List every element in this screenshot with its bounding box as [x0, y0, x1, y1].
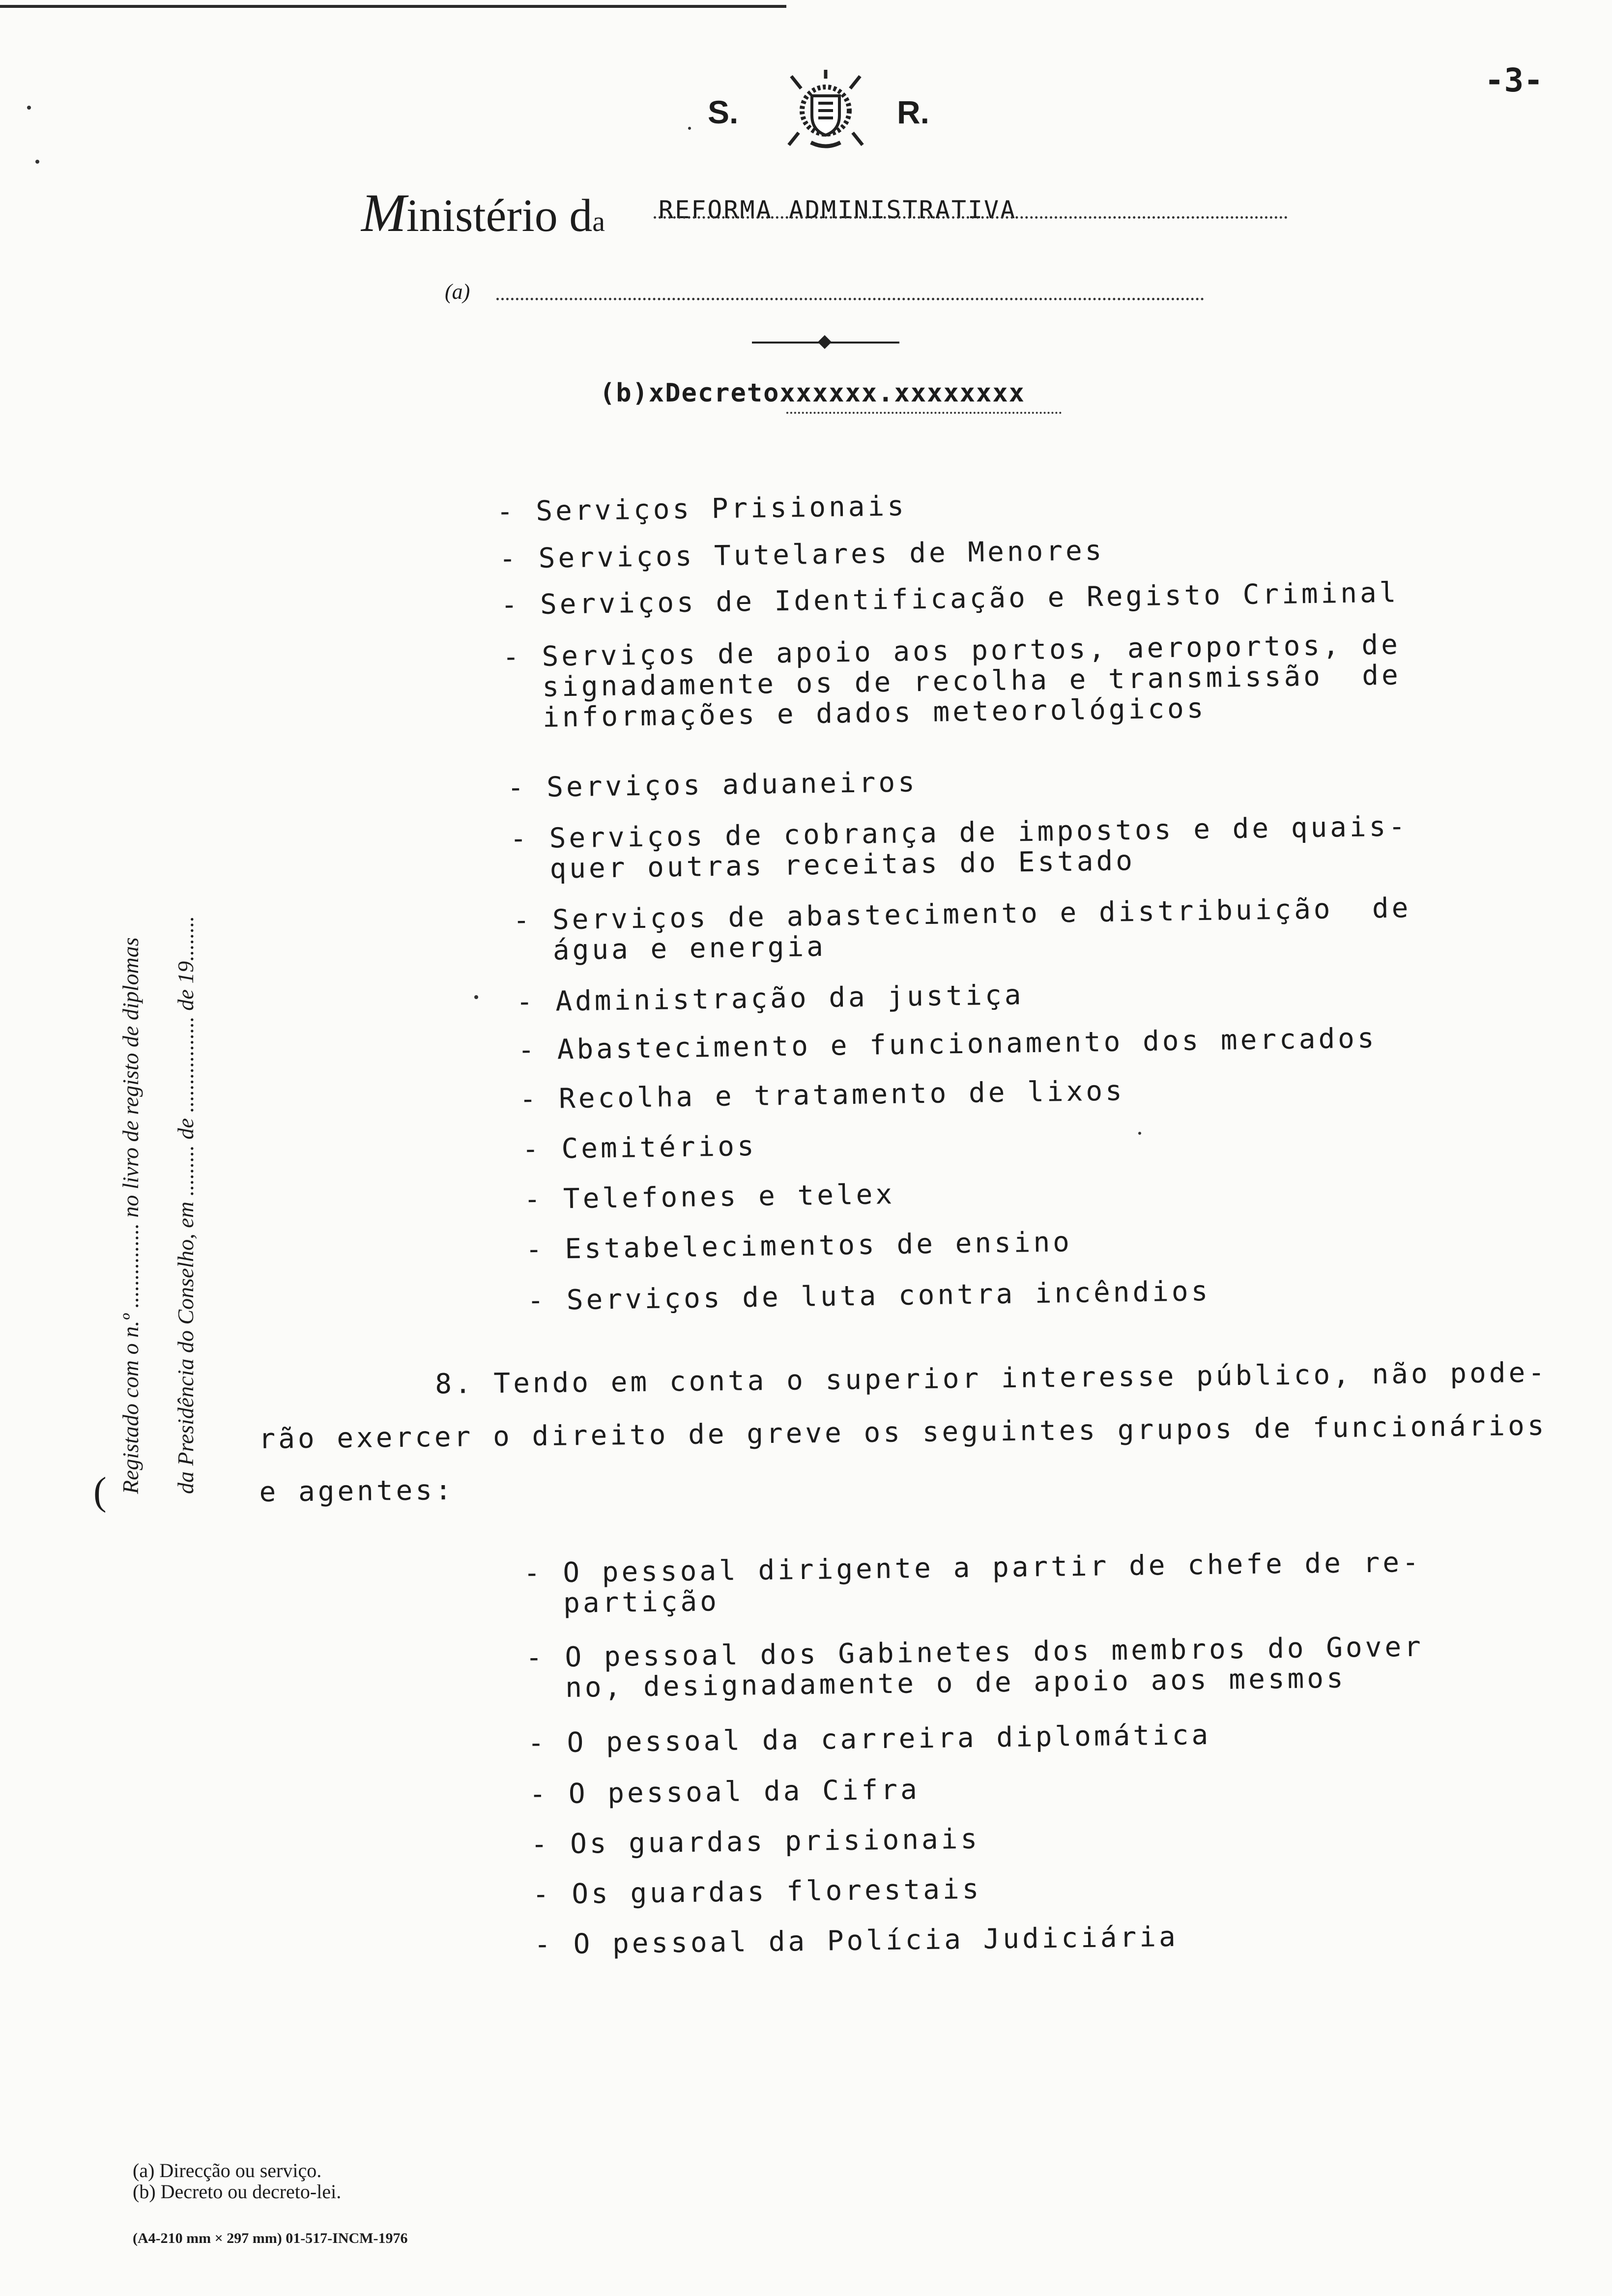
list-item: - O pessoal da Polícia Judiciária [534, 1921, 1179, 1961]
ministry-suffix: a [592, 205, 605, 237]
form-code: (A4-210 mm × 297 mm) 01-517-INCM-1976 [133, 2230, 408, 2246]
list-item: - Serviços de Identificação e Registo Criminal [500, 576, 1399, 622]
footnote-a: (a) Direcção ou serviço. [133, 2159, 322, 2181]
registration-margin-note [103, 560, 213, 1494]
ministry-name: REFORMA ADMINISTRATIVA [659, 196, 1017, 224]
list-item: - Serviços Tutelares de Menores [499, 534, 1105, 575]
ministry-dotted-line [654, 216, 1288, 219]
margin-line: da Presidência do Conselho, em ......... de ................. de 19........ [173, 916, 198, 1494]
list-item: - Os guardas florestais [532, 1873, 982, 1911]
list-item: - O pessoal da Cifra [529, 1774, 921, 1810]
decree-type-line: (b)xDecretoxxxxxx.xxxxxxxx [600, 378, 1025, 408]
scan-speck [688, 127, 691, 130]
ministry-prefix: inistério d [406, 190, 593, 241]
list-item: - Serviços aduaneiros [507, 766, 918, 804]
page-number: -3- [1484, 61, 1543, 99]
list-item: - Telefones e telex [523, 1178, 895, 1216]
list-item: - Serviços de luta contra incêndios [527, 1275, 1211, 1317]
list-item: - Estabelecimentos de ensino [525, 1226, 1073, 1266]
direction-label: (a) [445, 280, 470, 304]
ministry-initial: M [361, 183, 406, 243]
emblem-left-letter: S. [708, 94, 739, 130]
ministry-heading [361, 182, 605, 244]
personnel-list [523, 1546, 1424, 1961]
list-item: - Cemitérios [522, 1130, 757, 1166]
list-item: - Serviços Prisionais [496, 490, 907, 528]
margin-bracket: ( [93, 1470, 107, 1513]
list-item: - Administração da justiça [516, 979, 1024, 1018]
list-item: - Serviços de cobrança de impostos e de quais- quer outras receitas do Estado [510, 810, 1409, 885]
decree-dotted-line [786, 412, 1062, 414]
list-item: - Serviços de abastecimento e distribuição de água e energia [513, 892, 1411, 967]
scan-speck [35, 160, 39, 164]
scan-speck [27, 106, 31, 110]
scan-speck [1138, 1132, 1141, 1135]
paragraph-line: e agentes: [259, 1474, 455, 1508]
paragraph-line: 8. Tendo em conta o superior interesse público, não pode- [434, 1356, 1548, 1401]
footnote-b: (b) Decreto ou decreto-lei. [133, 2181, 342, 2203]
list-item: - O pessoal dirigente a partir de chefe de re- partição [523, 1546, 1422, 1619]
list-item: - Recolha e tratamento de lixos [519, 1075, 1125, 1116]
diamond-icon [818, 335, 832, 349]
emblem-right-letter: R. [897, 94, 929, 130]
list-item: - Os guardas prisionais [530, 1823, 980, 1861]
scan-speck [474, 995, 478, 999]
list-item: - O pessoal dos Gabinetes dos membros do Gover no, designadamente o de apoio aos mesmos [525, 1631, 1424, 1704]
list-item: - O pessoal da carreira diplomática [527, 1719, 1211, 1759]
coat-of-arms-icon [781, 69, 870, 152]
direction-dotted-line [496, 298, 1204, 300]
paragraph-8 [258, 1356, 1548, 1508]
paragraph-line: rão exercer o direito de greve os seguintes grupos de funcionários [259, 1409, 1547, 1455]
margin-line: Registado com o n.º ............... no livro de registo de diplomas [118, 937, 143, 1494]
services-list [496, 490, 1411, 1317]
list-item: - Abastecimento e funcionamento dos mercados [518, 1022, 1378, 1066]
top-rule [0, 5, 786, 8]
list-item: - Serviços de apoio aos portos, aeroportos, de signadamente os de recolha e transmissão de informações e dados meteorológicos [502, 629, 1402, 734]
